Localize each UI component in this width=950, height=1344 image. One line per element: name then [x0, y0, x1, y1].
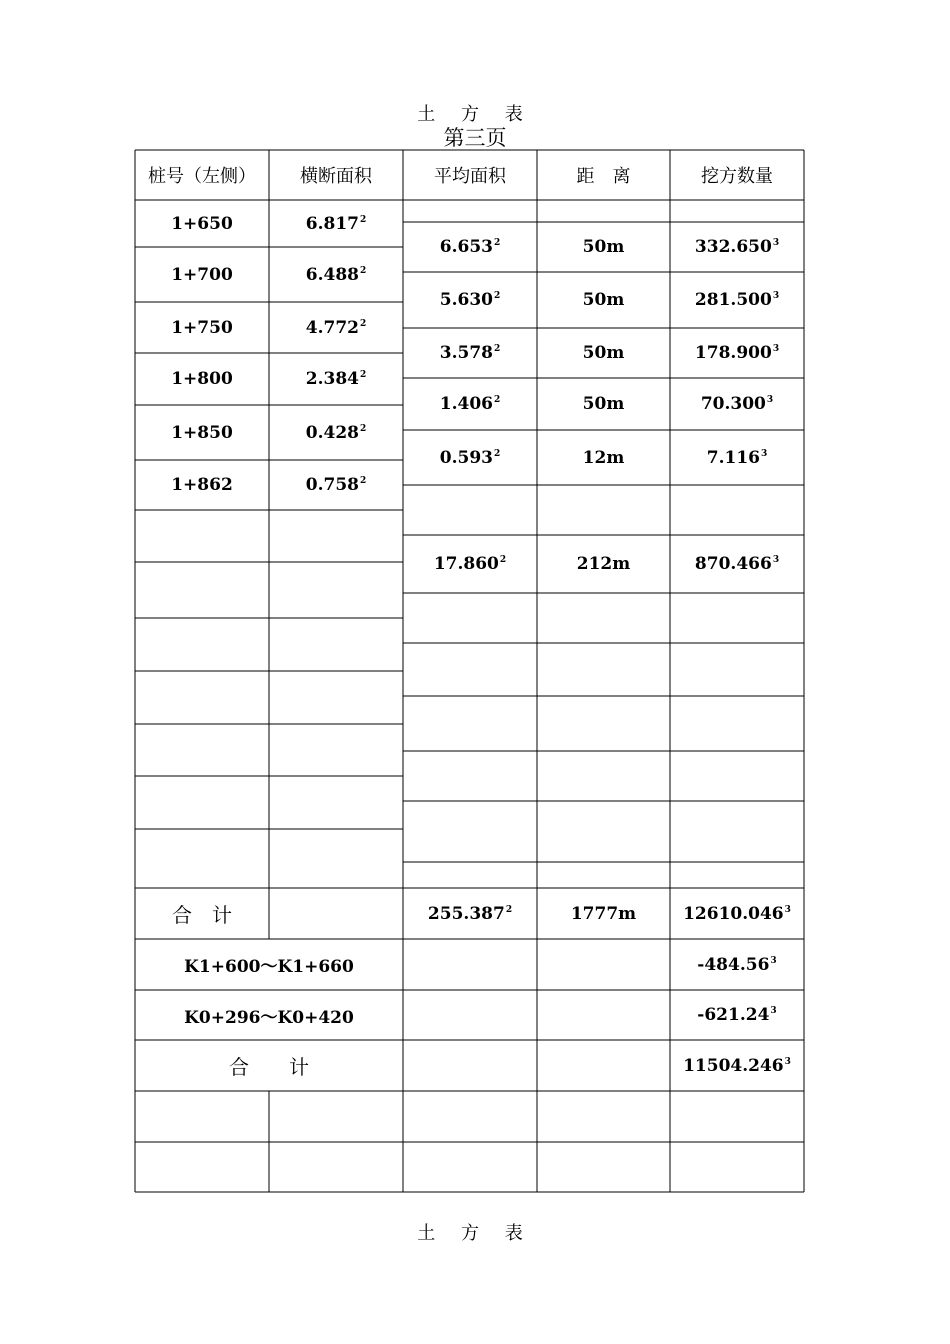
distance-cell: 50m	[582, 237, 625, 257]
average-area-cell: 0.593 $^2$	[439, 447, 501, 468]
document-title: 土 方 表	[417, 104, 533, 125]
station-cell: 1+800	[171, 369, 233, 389]
volume-cell: 7.116 $^3$	[706, 447, 768, 468]
average-area-cell: 3.578 $^2$	[439, 343, 501, 363]
volume-cell: 332.650 $^3$	[694, 237, 780, 257]
distance-cell: 12m	[582, 447, 625, 468]
total-label: 合 计	[172, 903, 232, 927]
area-cell: 0.758 $^2$	[305, 475, 367, 495]
average-area-cell: 6.653 $^2$	[439, 237, 501, 257]
header-distance: 距 离	[576, 166, 631, 187]
adjustment-volume: -621.24 $^3$	[697, 1005, 777, 1025]
station-cell: 1+862	[171, 475, 233, 495]
station-cell: 1+750	[171, 317, 233, 338]
volume-cell: 870.466 $^3$	[694, 554, 780, 574]
adjustment-label: K1+600～K1+660	[184, 957, 354, 977]
average-area-cell: 17.860 $^2$	[433, 554, 507, 574]
station-cell: 1+850	[171, 422, 233, 443]
area-cell: 2.384 $^2$	[305, 369, 367, 389]
area-cell: 6.817 $^2$	[305, 213, 367, 234]
header-excavation-volume: 挖方数量	[701, 166, 773, 187]
distance-cell: 212m	[576, 554, 631, 574]
distance-cell: 50m	[582, 290, 625, 310]
grand-total-volume: 11504.246 $^3$	[683, 1055, 791, 1076]
distance-cell: 50m	[582, 394, 625, 414]
volume-cell: 178.900 $^3$	[694, 343, 780, 363]
next-page-title: 土 方 表	[417, 1223, 533, 1244]
area-cell: 4.772 $^2$	[305, 317, 367, 338]
average-area-cell: 1.406 $^2$	[439, 394, 501, 414]
header-station: 桩号（左侧）	[148, 166, 256, 187]
volume-cell: 281.500 $^3$	[694, 290, 780, 310]
adjustment-label: K0+296～K0+420	[184, 1007, 354, 1028]
volume-cell: 70.300 $^3$	[700, 394, 774, 414]
station-cell: 1+700	[171, 264, 233, 285]
total-average-area: 255.387 $^2$	[427, 903, 513, 924]
area-cell: 6.488 $^2$	[305, 264, 367, 285]
total-distance: 1777m	[570, 903, 637, 924]
page-label: 第三页	[443, 126, 507, 150]
adjustment-volume: -484.56 $^3$	[697, 954, 777, 975]
distance-cell: 50m	[582, 343, 625, 363]
area-cell: 0.428 $^2$	[305, 422, 367, 443]
header-cross-section-area: 横断面积	[300, 166, 372, 187]
total-volume: 12610.046 $^3$	[683, 903, 791, 924]
grand-total-label: 合 计	[229, 1055, 309, 1079]
station-cell: 1+650	[171, 213, 233, 234]
header-average-area: 平均面积	[434, 166, 506, 187]
average-area-cell: 5.630 $^2$	[439, 290, 501, 310]
